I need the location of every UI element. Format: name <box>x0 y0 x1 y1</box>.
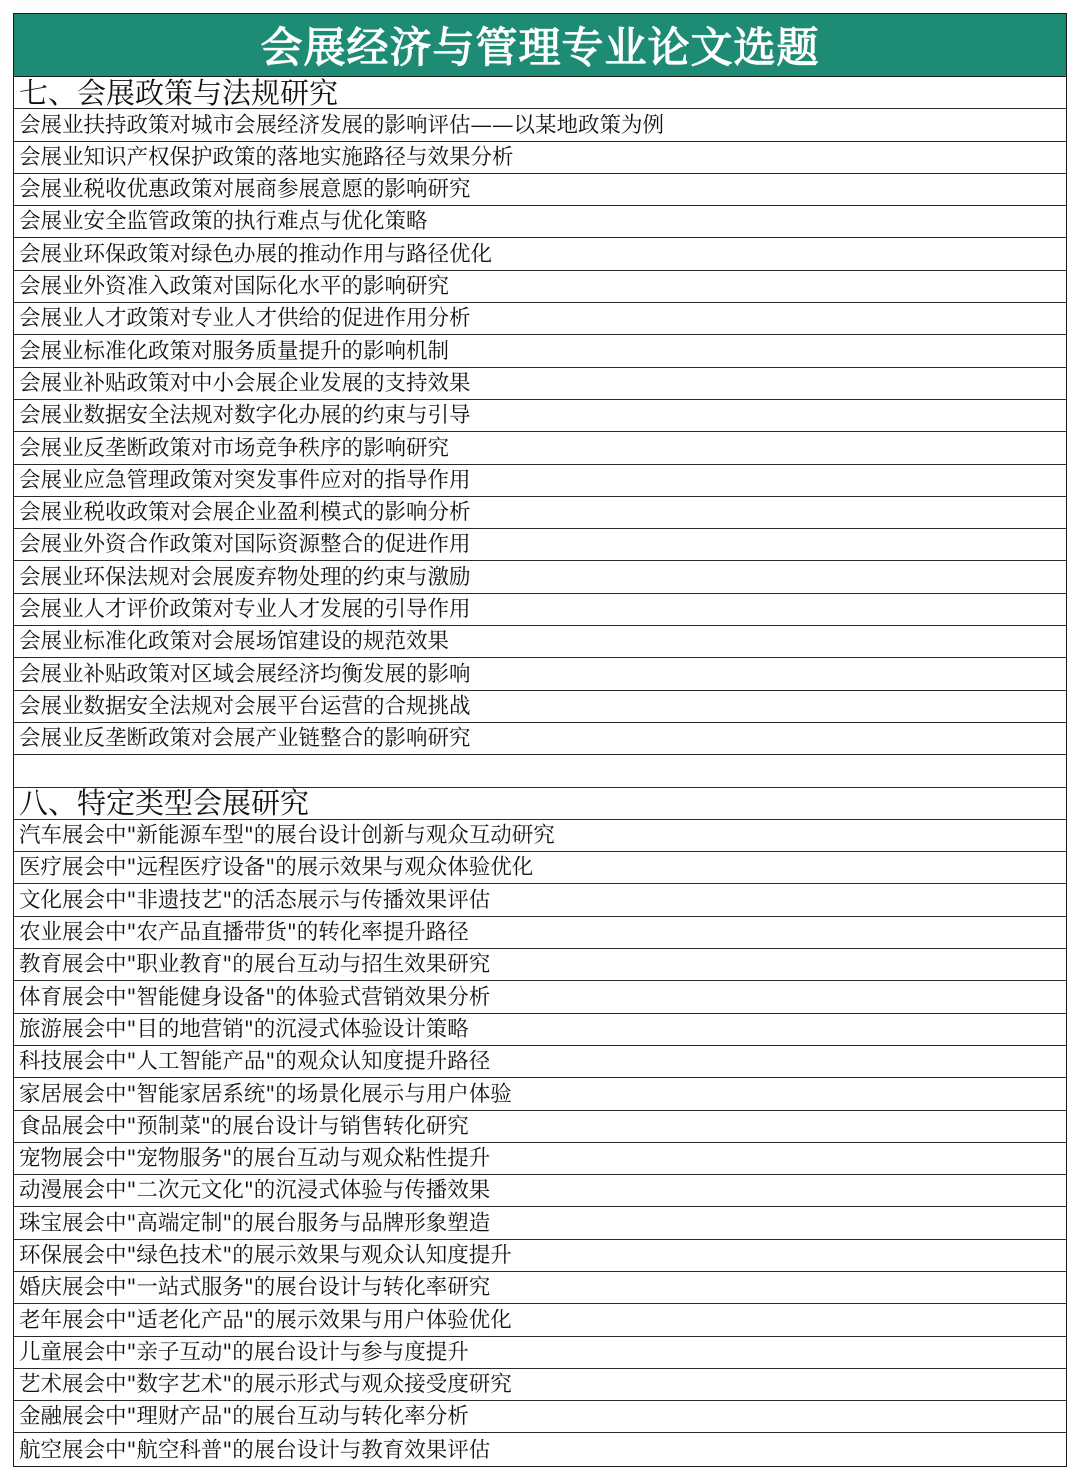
topic-row: 会展业标准化政策对服务质量提升的影响机制 <box>14 335 1066 367</box>
topic-row: 动漫展会中"二次元文化"的沉浸式体验与传播效果 <box>14 1175 1066 1207</box>
topic-row: 科技展会中"人工智能产品"的观众认知度提升路径 <box>14 1046 1066 1078</box>
topic-row: 会展业安全监管政策的执行难点与优化策略 <box>14 206 1066 238</box>
topic-row: 会展业反垄断政策对会展产业链整合的影响研究 <box>14 723 1066 755</box>
topic-row: 农业展会中"农产品直播带货"的转化率提升路径 <box>14 917 1066 949</box>
topic-row: 宠物展会中"宠物服务"的展台互动与观众粘性提升 <box>14 1143 1066 1175</box>
blank-row <box>14 755 1066 787</box>
topic-row: 会展业环保政策对绿色办展的推动作用与路径优化 <box>14 238 1066 270</box>
topic-row: 会展业补贴政策对中小会展企业发展的支持效果 <box>14 368 1066 400</box>
topic-row: 会展业环保法规对会展废弃物处理的约束与激励 <box>14 561 1066 593</box>
topic-row: 老年展会中"适老化产品"的展示效果与用户体验优化 <box>14 1304 1066 1336</box>
topic-row: 会展业扶持政策对城市会展经济发展的影响评估——以某地政策为例 <box>14 109 1066 141</box>
topic-row: 文化展会中"非遗技艺"的活态展示与传播效果评估 <box>14 884 1066 916</box>
topic-row: 汽车展会中"新能源车型"的展台设计创新与观众互动研究 <box>14 820 1066 852</box>
topic-row: 会展业应急管理政策对突发事件应对的指导作用 <box>14 465 1066 497</box>
topic-row: 环保展会中"绿色技术"的展示效果与观众认知度提升 <box>14 1240 1066 1272</box>
topic-row: 会展业人才评价政策对专业人才发展的引导作用 <box>14 594 1066 626</box>
section-heading: 八、特定类型会展研究 <box>14 788 1066 820</box>
topic-row: 会展业外资合作政策对国际资源整合的促进作用 <box>14 529 1066 561</box>
topic-row: 家居展会中"智能家居系统"的场景化展示与用户体验 <box>14 1078 1066 1110</box>
topic-row: 会展业反垄断政策对市场竞争秩序的影响研究 <box>14 432 1066 464</box>
topic-row: 艺术展会中"数字艺术"的展示形式与观众接受度研究 <box>14 1369 1066 1401</box>
topic-row: 航空展会中"航空科普"的展台设计与教育效果评估 <box>19 1437 491 1463</box>
table-body <box>14 77 1066 1466</box>
page-title: 会展经济与管理专业论文选题 <box>14 13 1066 77</box>
topic-row: 旅游展会中"目的地营销"的沉浸式体验设计策略 <box>14 1014 1066 1046</box>
topic-table <box>13 13 1067 1467</box>
topic-row: 医疗展会中"远程医疗设备"的展示效果与观众体验优化 <box>14 852 1066 884</box>
topic-row: 会展业数据安全法规对数字化办展的约束与引导 <box>14 400 1066 432</box>
topic-row: 珠宝展会中"高端定制"的展台服务与品牌形象塑造 <box>14 1207 1066 1239</box>
topic-row: 会展业标准化政策对会展场馆建设的规范效果 <box>14 626 1066 658</box>
topic-row: 食品展会中"预制菜"的展台设计与销售转化研究 <box>14 1111 1066 1143</box>
topic-row: 会展业外资准入政策对国际化水平的影响研究 <box>14 271 1066 303</box>
topic-row: 会展业人才政策对专业人才供给的促进作用分析 <box>14 303 1066 335</box>
topic-row: 金融展会中"理财产品"的展台互动与转化率分析 <box>14 1401 1066 1433</box>
topic-row: 教育展会中"职业教育"的展台互动与招生效果研究 <box>14 949 1066 981</box>
topic-row: 婚庆展会中"一站式服务"的展台设计与转化率研究 <box>14 1272 1066 1304</box>
section-heading: 七、会展政策与法规研究 <box>14 77 1066 109</box>
topic-row: 体育展会中"智能健身设备"的体验式营销效果分析 <box>14 981 1066 1013</box>
topic-row: 会展业税收优惠政策对展商参展意愿的影响研究 <box>14 174 1066 206</box>
topic-row: 会展业税收政策对会展企业盈利模式的影响分析 <box>14 497 1066 529</box>
topic-row: 会展业知识产权保护政策的落地实施路径与效果分析 <box>14 142 1066 174</box>
topic-row: 儿童展会中"亲子互动"的展台设计与参与度提升 <box>14 1337 1066 1369</box>
topic-row: 会展业数据安全法规对会展平台运营的合规挑战 <box>14 691 1066 723</box>
topic-row: 会展业补贴政策对区域会展经济均衡发展的影响 <box>14 658 1066 690</box>
